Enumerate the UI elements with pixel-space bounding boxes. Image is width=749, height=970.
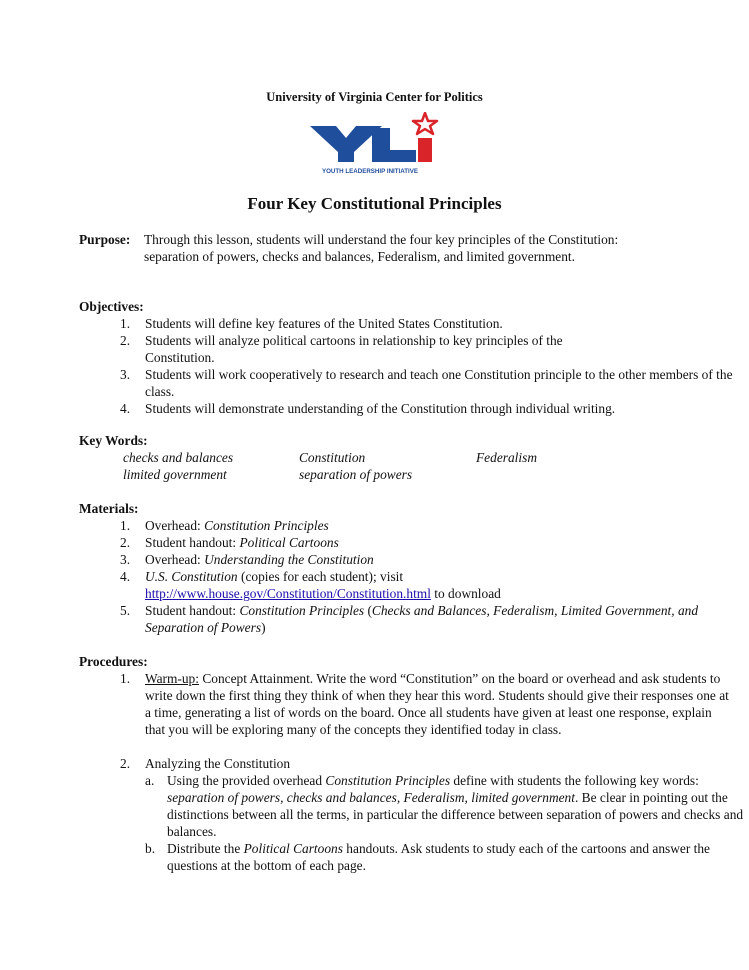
procedure-substep bbox=[79, 840, 722, 874]
keyword: Constitution bbox=[299, 450, 366, 465]
keyword: separation of powers bbox=[299, 467, 413, 482]
material-title: Constitution Principles bbox=[204, 518, 329, 533]
substep-text: Using the provided overhead bbox=[167, 773, 326, 788]
yli-logo bbox=[308, 112, 440, 176]
substep-text: handouts. Ask students to study each of the cartoons and answer the questions at the bottom of each page. bbox=[167, 841, 711, 873]
keywords-heading: Key Words: bbox=[79, 433, 148, 448]
substep-title: Constitution Principles bbox=[325, 773, 451, 788]
substep-letter: b. bbox=[145, 841, 156, 856]
materials-heading: Materials: bbox=[79, 501, 139, 516]
material-text: Overhead: bbox=[145, 552, 205, 567]
purpose-label: Purpose: bbox=[79, 232, 131, 247]
material-title: Checks and Balances, Federalism, Limited Government, and Separation of Powers bbox=[145, 603, 699, 635]
procedure-substep bbox=[79, 772, 745, 840]
substep-title: Political Cartoons bbox=[243, 841, 343, 856]
objective-num: 2. bbox=[120, 333, 131, 348]
material-text: Student handout: bbox=[145, 603, 240, 618]
material-text: Overhead: bbox=[145, 518, 205, 533]
substep-text: Distribute the bbox=[167, 841, 244, 856]
material-num: 2. bbox=[120, 535, 131, 550]
material-title: U.S. Constitution bbox=[145, 569, 238, 584]
procedure-step bbox=[79, 670, 735, 738]
keyword: limited government bbox=[123, 467, 227, 482]
substep-text: define with students the following key words: bbox=[450, 773, 699, 788]
procedure-label: Warm-up: bbox=[145, 671, 199, 686]
yli-logo-graphic bbox=[308, 112, 440, 176]
org-header: University of Virginia Center for Politics bbox=[266, 90, 483, 104]
material-text: ) bbox=[261, 620, 266, 635]
procedure-num: 1. bbox=[120, 671, 131, 686]
procedure-num: 2. bbox=[120, 756, 131, 771]
procedures-section bbox=[79, 653, 744, 874]
materials-section bbox=[79, 500, 699, 636]
objectives-heading: Objectives: bbox=[79, 299, 144, 314]
keywords-section bbox=[79, 432, 679, 484]
keyword: Federalism bbox=[476, 450, 537, 465]
substep-keywords: separation of powers, checks and balances, Federalism, limited government bbox=[167, 790, 575, 805]
objective-num: 3. bbox=[120, 367, 131, 382]
objectives-section bbox=[79, 298, 733, 417]
material-num: 1. bbox=[120, 518, 131, 533]
substep-text: . Be clear in pointing out the distinctions between all the terms, in particular the difference between separation of powers and checks and balances. bbox=[167, 790, 744, 839]
objective-item bbox=[79, 315, 679, 332]
objective-text: Students will define key features of the United States Constitution. bbox=[145, 316, 503, 331]
objective-text: Students will analyze political cartoons in relationship to key principles of the Constitution. bbox=[145, 333, 563, 365]
lesson-title: Four Key Constitutional Principles bbox=[247, 194, 502, 213]
objective-item bbox=[79, 366, 735, 400]
material-num: 4. bbox=[120, 569, 131, 584]
material-title: Understanding the Constitution bbox=[204, 552, 374, 567]
material-item bbox=[79, 602, 730, 636]
material-item bbox=[79, 517, 679, 534]
material-text: Student handout: bbox=[145, 535, 240, 550]
objective-num: 4. bbox=[120, 401, 131, 416]
material-title: Constitution Principles bbox=[239, 603, 365, 618]
material-text: ( bbox=[364, 603, 372, 618]
material-num: 3. bbox=[120, 552, 131, 567]
material-text: (copies for each student); visit bbox=[237, 569, 404, 584]
keyword: checks and balances bbox=[123, 450, 234, 465]
procedure-label: Analyzing the Constitution bbox=[145, 756, 291, 771]
objective-num: 1. bbox=[120, 316, 131, 331]
substep-letter: a. bbox=[145, 773, 155, 788]
logo-tagline: YOUTH LEADERSHIP INITIATIVE bbox=[321, 168, 419, 175]
material-item bbox=[79, 568, 679, 602]
procedures-heading: Procedures: bbox=[79, 654, 148, 669]
objective-text: Students will demonstrate understanding of the Constitution through individual writing. bbox=[145, 401, 616, 416]
material-num: 5. bbox=[120, 603, 131, 618]
material-item bbox=[79, 551, 679, 568]
procedure-step bbox=[79, 755, 679, 772]
purpose-text: Through this lesson, students will understand the four key principles of the Constitution: separation of powers, checks and balances, Federalism, and limited government. bbox=[144, 232, 619, 264]
procedure-text: Concept Attainment. Write the word “Constitution” on the board or overhead and ask students to write down the first thing they think of when they hear this word. Students should give their responses one at a time, generating a list of words on the board. Once all students have given at least one response, explain that you will be exploring many of the concepts they identified today in class. bbox=[145, 671, 729, 737]
objective-item bbox=[79, 332, 620, 366]
objective-text: Students will work cooperatively to research and teach one Constitution principle to the other members of the class. bbox=[145, 367, 733, 399]
objective-item bbox=[79, 400, 749, 417]
material-text: to download bbox=[430, 586, 501, 601]
material-item bbox=[79, 534, 679, 551]
constitution-link[interactable]: http://www.house.gov/Constitution/Constitution.html bbox=[145, 586, 431, 601]
material-title: Political Cartoons bbox=[239, 535, 339, 550]
